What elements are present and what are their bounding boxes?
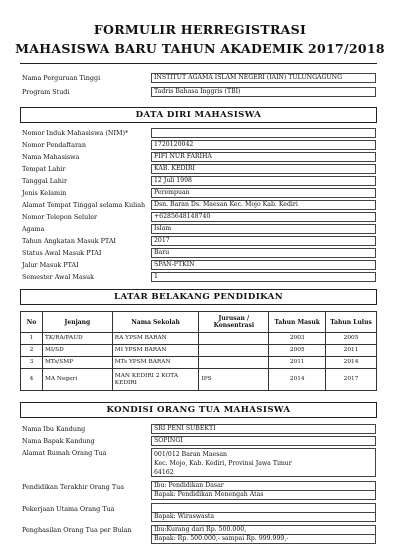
- birthplace-label: Tempat Lahir: [22, 165, 66, 173]
- table-cell: 2005: [269, 345, 326, 357]
- table-cell: [199, 333, 269, 345]
- form-title-line1: FORMULIR HERREGISTRASI: [93, 22, 307, 37]
- religion-value: Islam: [151, 224, 376, 234]
- entry-year-label: Tahun Angkatan Masuk PTAI: [22, 237, 116, 245]
- form-title-line2: MAHASISWA BARU TAHUN AKADEMIK 2017/2018: [15, 41, 385, 56]
- father-name-value: SOPINGI: [151, 436, 376, 446]
- table-row: [21, 369, 377, 391]
- mother-name-value: SRI PENI SUBEKTI: [151, 424, 376, 434]
- parents-address-line3: 64162: [154, 468, 174, 476]
- header-divider: [20, 63, 377, 64]
- table-cell: 2014: [326, 357, 377, 369]
- table-cell: 2011: [326, 345, 377, 357]
- program-label: Program Studi: [22, 88, 70, 96]
- table-row: [21, 345, 377, 357]
- father-occupation-value: Bapak: Wiraswasta: [151, 512, 376, 522]
- nim-value: [151, 128, 376, 138]
- phone-value: +6285648148740: [151, 212, 376, 222]
- table-cell: 2: [21, 345, 43, 357]
- parents-income-label: Penghasilan Orang Tua per Bulan: [22, 526, 132, 534]
- table-cell: 2017: [326, 369, 377, 391]
- entry-year-value: 2017: [151, 236, 376, 246]
- table-cell: [199, 345, 269, 357]
- table-header-row: [21, 312, 377, 333]
- column-header: Tahun Lulus: [326, 312, 377, 333]
- education-table: [20, 311, 377, 391]
- table-cell: IPS: [199, 369, 269, 391]
- parents-address-label: Alamat Rumah Orang Tua: [22, 449, 107, 457]
- nim-label: Nomor Induk Mahasiswa (NIM)*: [22, 129, 129, 137]
- father-education-value: Bapak: Pendidikan Menengah Atas: [151, 490, 376, 500]
- registration-number-value: 1720120042: [151, 140, 376, 150]
- section-personal-title: DATA DIRI MAHASISWA: [20, 107, 377, 123]
- table-cell: RA YPSM BARAN: [112, 333, 199, 345]
- mother-income-value: Ibu:Kurang dari Rp. 500.000,: [151, 525, 376, 535]
- table-cell: 3: [21, 357, 43, 369]
- start-semester-label: Semester Awal Masuk: [22, 273, 95, 281]
- column-header: No: [21, 312, 43, 333]
- registration-number-label: Nomor Pendaftaran: [22, 141, 86, 149]
- table-cell: 2003: [269, 333, 326, 345]
- start-semester-value: 1: [151, 272, 376, 282]
- table-cell: MTs/SMP: [42, 357, 112, 369]
- entry-path-value: SPAN-PTKIN: [151, 260, 376, 270]
- parents-education-label: Pendidikan Terakhir Orang Tua: [22, 483, 125, 491]
- religion-label: Agama: [22, 225, 45, 233]
- table-cell: MAN KEDIRI 2 KOTA KEDIRI: [112, 369, 199, 391]
- mother-education-value: Ibu: Pendidikan Dasar: [151, 481, 376, 491]
- student-name-label: Nama Mahasiswa: [22, 153, 80, 161]
- student-name-value: FIFI NUR FARIHA: [151, 152, 376, 162]
- entry-status-label: Status Awal Masuk PTAI: [22, 249, 102, 257]
- entry-path-label: Jalur Masuk PTAI: [22, 261, 79, 269]
- birthdate-value: 12 Juli 1998: [151, 176, 376, 186]
- table-cell: MTs YPSM BARAN: [112, 357, 199, 369]
- mother-name-label: Nama Ibu Kandung: [22, 425, 86, 433]
- parents-occupation-label: Pekerjaan Utama Orang Tua: [22, 505, 115, 513]
- phone-label: Nomor Telepon Seluler: [22, 213, 98, 221]
- gender-value: Perempuan: [151, 188, 376, 198]
- table-cell: 1: [21, 333, 43, 345]
- parents-address-line2: Kec. Mojo, Kab. Kediri, Provinsi Jawa Timur: [154, 459, 292, 467]
- father-name-label: Nama Bapak Kandung: [22, 437, 95, 445]
- entry-status-value: Baru: [151, 248, 376, 258]
- gender-label: Jenis Kelamin: [22, 189, 67, 197]
- section-parents-title: KONDISI ORANG TUA MAHASISWA: [20, 402, 377, 418]
- table-row: [21, 357, 377, 369]
- section-education-title: LATAR BELAKANG PENDIDIKAN: [20, 289, 377, 305]
- table-cell: [199, 357, 269, 369]
- father-income-value: Bapak: Rp. 500.000,- sampai Rp. 999.999,-: [151, 534, 376, 544]
- birthplace-value: KAB. KEDIRI: [151, 164, 376, 174]
- address-label: Alamat Tempat Tinggal selama Kuliah: [22, 201, 146, 209]
- table-cell: 4: [21, 369, 43, 391]
- table-cell: 2014: [269, 369, 326, 391]
- parents-address-value: [151, 448, 376, 477]
- table-cell: MI/SD: [42, 345, 112, 357]
- parents-address-line1: 001/012 Baran Maesan: [154, 450, 228, 458]
- table-row: [21, 333, 377, 345]
- birthdate-label: Tanggal Lahir: [22, 177, 68, 185]
- program-value: Tadris Bahasa Inggris (TBI): [151, 87, 376, 97]
- column-header: Tahun Masuk: [269, 312, 326, 333]
- table-cell: TK/RA/PAUD: [42, 333, 112, 345]
- table-cell: MI YPSM BARAN: [112, 345, 199, 357]
- column-header: Jurusan / Konsentrasi: [199, 312, 269, 333]
- column-header: Nama Sekolah: [112, 312, 199, 333]
- table-cell: 2005: [326, 333, 377, 345]
- institution-value: INSTITUT AGAMA ISLAM NEGERI (IAIN) TULUNGAGUNG: [151, 73, 376, 83]
- address-value: Dsn. Baran Ds. Maesan Kec. Mojo Kab. Kediri: [151, 200, 376, 210]
- institution-label: Nama Perguruan Tinggi: [22, 74, 101, 82]
- table-cell: 2011: [269, 357, 326, 369]
- table-cell: MA Negeri: [42, 369, 112, 391]
- column-header: Jenjang: [42, 312, 112, 333]
